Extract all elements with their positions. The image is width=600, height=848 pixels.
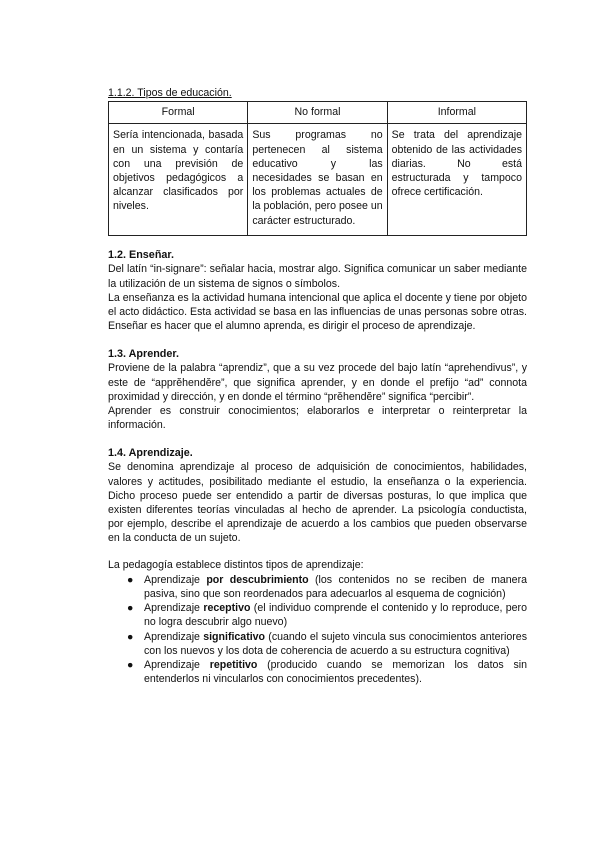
- header-informal: Informal: [387, 102, 526, 124]
- item-prefix: Aprendizaje: [144, 602, 204, 615]
- item-term: receptivo: [203, 602, 251, 615]
- cell-no-formal: Sus programas no pertenecen al sistema educativo y las necesidades se basan en los problemas actuales de la población, pero posee un carácter estructurado.: [248, 124, 387, 236]
- item-description: (los contenidos no se reciben de manera pasiva, sino que son reordenados para adecuarlos al esquema de cognición): [144, 573, 527, 601]
- education-types-table: [108, 101, 527, 236]
- cell-informal: Se trata del aprendizaje obtenido de las actividades diarias. No está estructurada y tampoco ofrece certificación.: [387, 124, 526, 236]
- item-prefix: Aprendizaje: [144, 630, 204, 643]
- cell-formal: Sería intencionada, basada en un sistema y contaría con una previsión de objetivos pedagógicos a alcanzar clasificados por niveles.: [109, 124, 248, 236]
- document-page: [108, 86, 527, 686]
- item-description: (el individuo comprende el contenido y lo reproduce, pero no logra descubrir algo nuevo): [144, 602, 527, 629]
- bullet-icon: ●: [127, 573, 134, 586]
- section-heading: 1.3. Aprender.: [108, 348, 180, 361]
- list-item: [127, 573, 527, 601]
- table-section-title: 1.1.2. Tipos de educación.: [108, 87, 232, 99]
- paragraph: La enseñanza es la actividad humana intencional que aplica el docente y tiene por objeto el acto didáctico. Esta actividad se basa en las influencias de unas personas sobre otras. Enseñar es hacer que el alumno aprenda, es dirigir el proceso de aprendizaje.: [108, 291, 527, 333]
- header-no-formal: No formal: [248, 102, 387, 124]
- bullet-icon: ●: [127, 659, 134, 672]
- paragraph: Del latín “in-signare”: señalar hacia, mostrar algo. Significa comunicar un saber mediante la utilización de un sistema de signos o símbolos.: [108, 263, 527, 290]
- item-description: (cuando el sujeto vincula sus conocimientos anteriores con los nuevos y los dota de coherencia de acuerdo a su estructura cognitiva): [144, 630, 527, 657]
- section-aprendizaje: [108, 446, 527, 545]
- table-row: [109, 124, 527, 236]
- item-term: repetitivo: [209, 659, 258, 672]
- list-intro: La pedagogía establece distintos tipos de aprendizaje:: [108, 558, 364, 571]
- table-header-row: [109, 102, 527, 124]
- list-item: [127, 601, 527, 629]
- section-heading: 1.4. Aprendizaje.: [108, 447, 193, 460]
- section-ensenar: [108, 248, 527, 333]
- bullet-icon: ●: [127, 602, 134, 615]
- bullet-icon: ●: [127, 630, 134, 643]
- item-term: significativo: [203, 630, 266, 643]
- item-prefix: Aprendizaje: [144, 573, 207, 586]
- paragraph: Aprender es construir conocimientos; elaborarlos e interpretar o reinterpretar la información.: [108, 405, 527, 432]
- item-term: por descubrimiento: [206, 573, 309, 586]
- paragraph: Se denomina aprendizaje al proceso de adquisición de conocimientos, habilidades, valores y actitudes, posibilitado mediante el estudio, la enseñanza o la experiencia. Dicho proceso puede ser entendido a partir de diversas posturas, lo que implica que existen diferentes teorías vinculadas al hecho de aprender. La psicología conductista, por ejemplo, describe el aprendizaje de acuerdo a los cambios que pueden observarse en la conducta de un sujeto.: [108, 461, 527, 545]
- item-prefix: Aprendizaje: [144, 659, 210, 672]
- learning-types-list: [108, 573, 527, 687]
- list-item: [127, 658, 527, 686]
- item-description: (producido cuando se memorizan los datos sin entenderlos ni vincularlos con conocimientos precedentes).: [144, 659, 527, 686]
- paragraph: Proviene de la palabra “aprendiz”, que a su vez procede del bajo latín “aprehendivus”, y este de “apprĕhendĕre”, que significa aprender, y en donde el prefijo “ad” connota proximidad y dirección, y en donde el término “prĕhendĕre” significa “percibir”.: [108, 362, 527, 403]
- list-item: [127, 630, 527, 658]
- header-formal: Formal: [109, 102, 248, 124]
- section-heading: 1.2. Enseñar.: [108, 249, 175, 262]
- section-aprender: [108, 347, 527, 432]
